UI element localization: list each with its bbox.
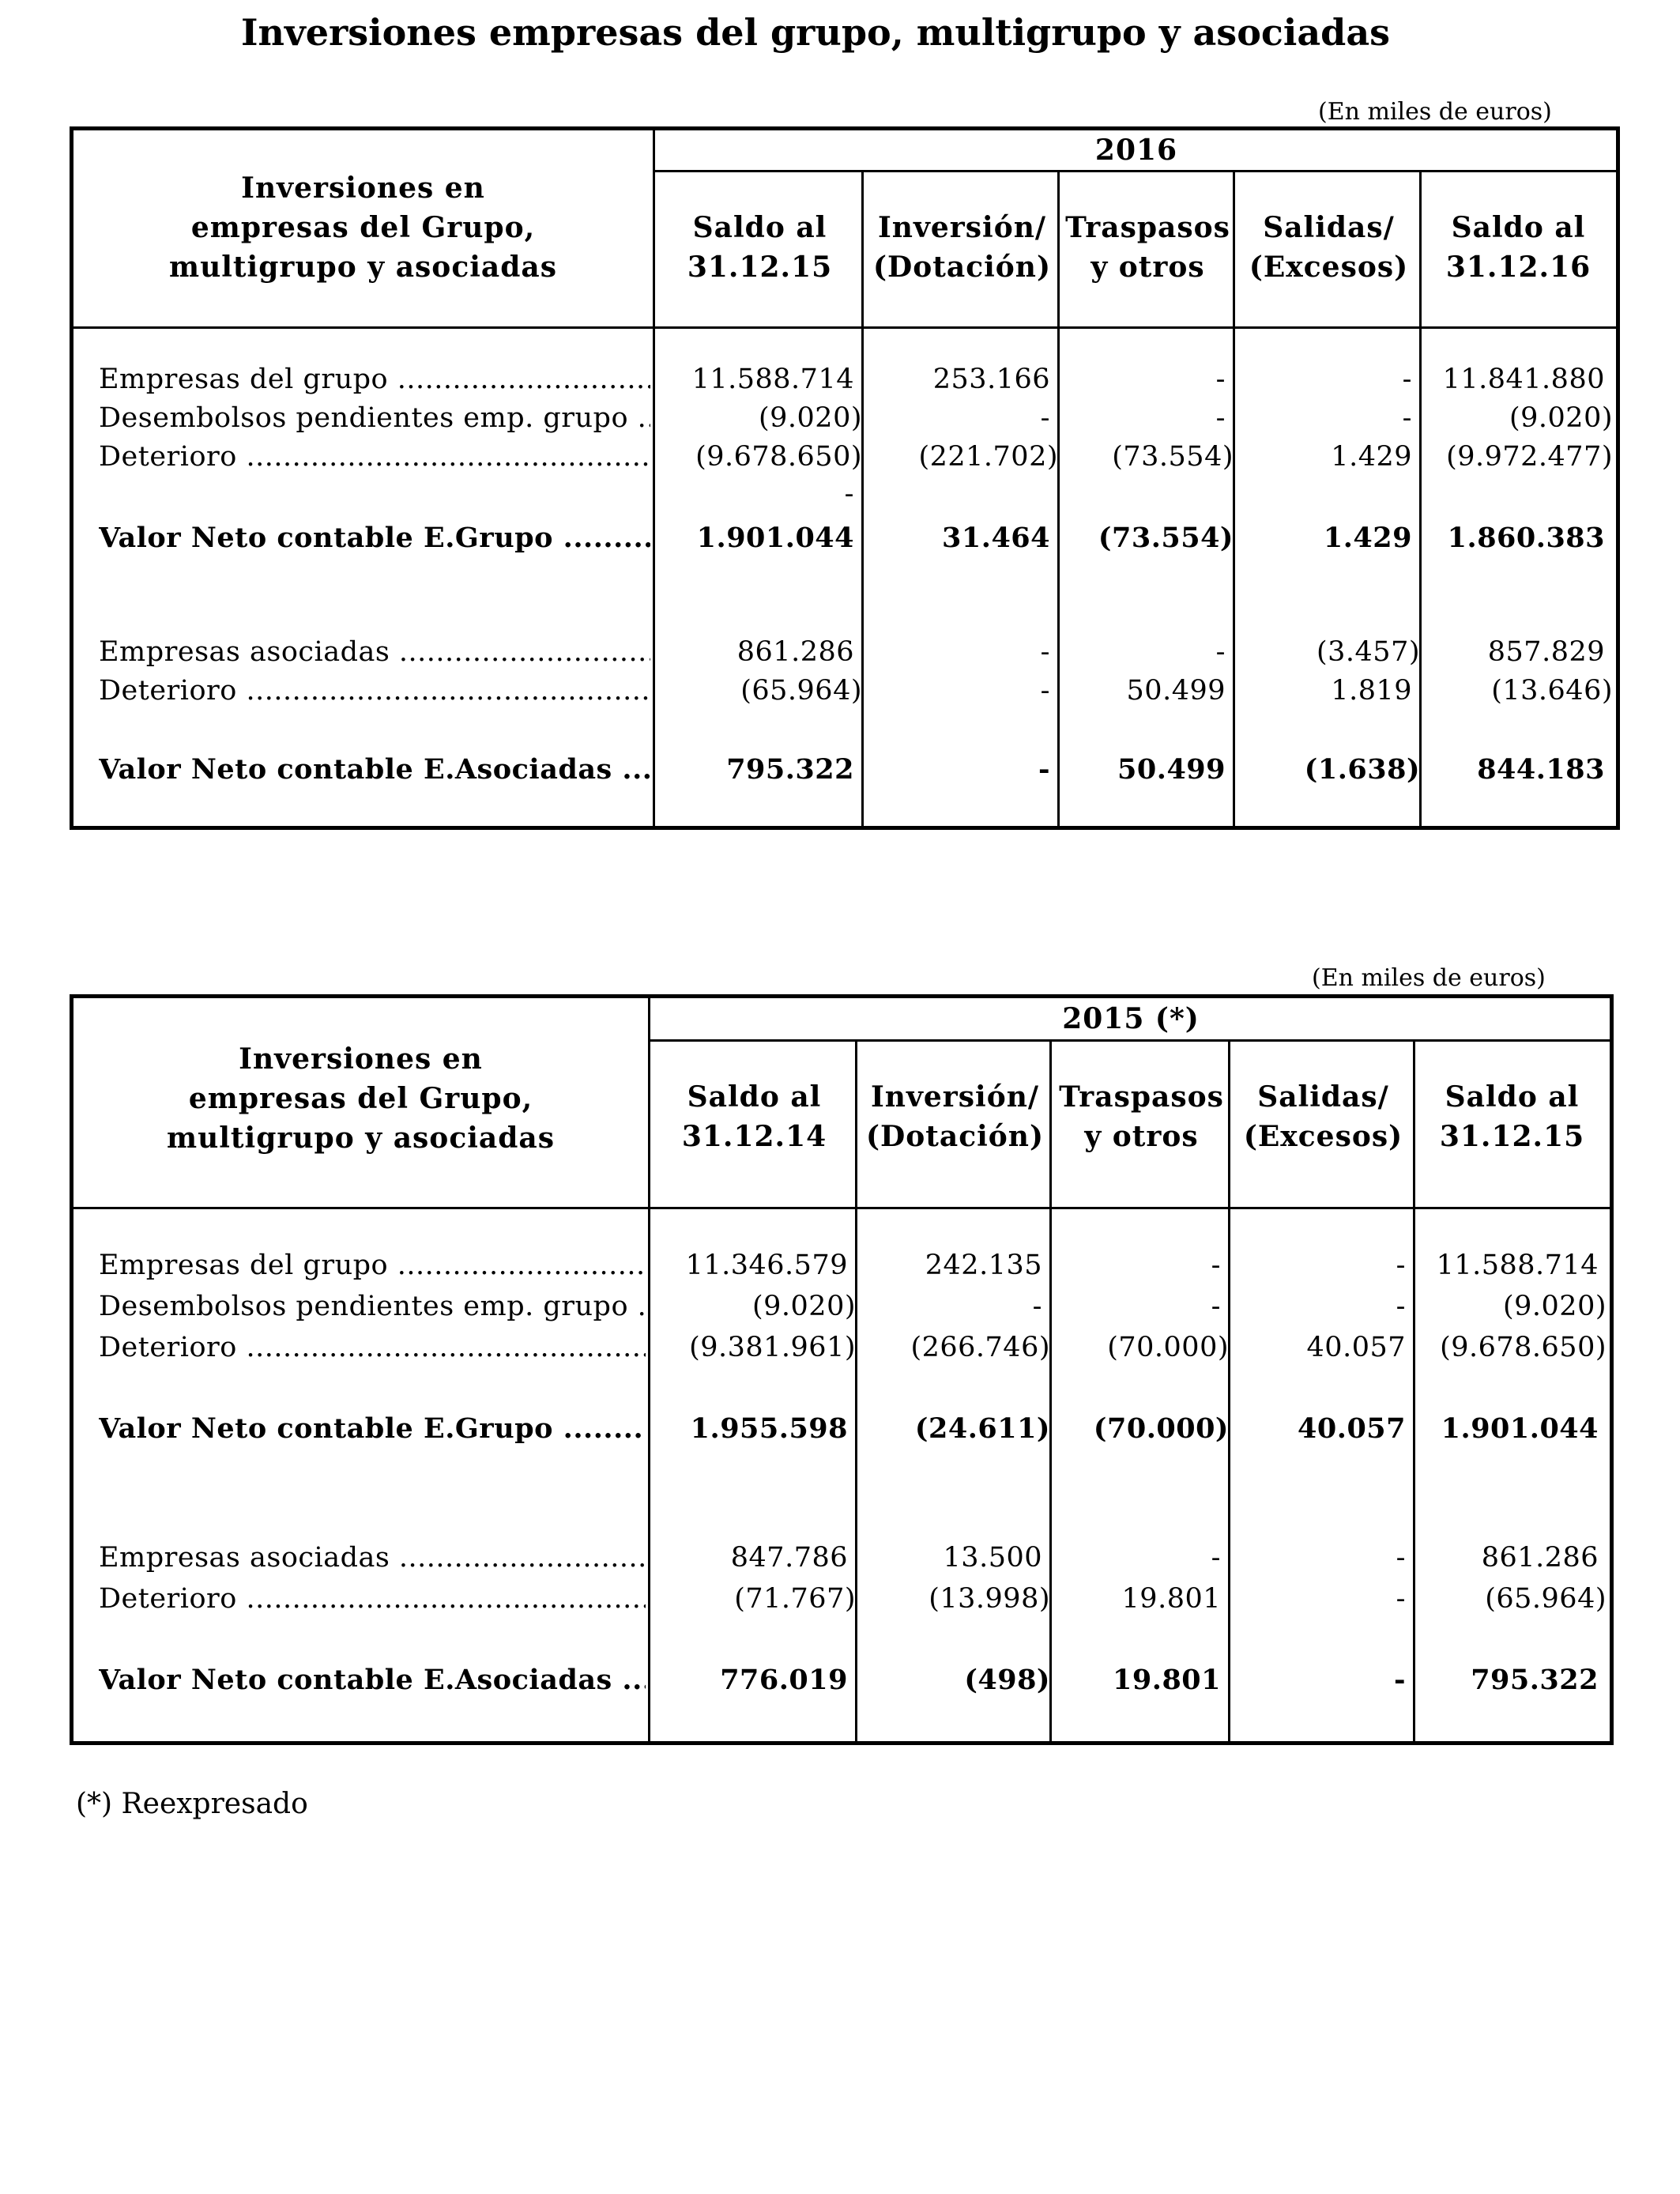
table-cell: 40.057 <box>1306 1332 1406 1363</box>
footnote: (*) Reexpresado <box>76 1788 308 1820</box>
column-divider <box>653 130 655 826</box>
row-header-line: empresas del Grupo, <box>190 211 536 244</box>
year-divider <box>648 1039 1610 1042</box>
total-cell: 1.901.044 <box>1441 1412 1599 1445</box>
total-cell: (70.000) <box>1093 1412 1229 1445</box>
column-header <box>1053 1077 1230 1156</box>
row-label: Deterioro ..... <box>99 1332 646 1363</box>
units-note: (En miles de euros) <box>1318 98 1552 126</box>
row-label: Desembolsos pendientes emp. grupo ..... <box>99 402 650 434</box>
column-header-line: Inversión/ <box>877 211 1047 244</box>
total-cell: 31.464 <box>942 522 1050 554</box>
row-label: Empresas asociadas ..... <box>99 636 650 668</box>
column-header-line: (Excesos) <box>1243 1120 1403 1153</box>
table-cell: - <box>1396 1542 1406 1574</box>
table-cell: - <box>1396 1291 1406 1322</box>
column-header <box>652 1077 857 1156</box>
total-cell: 1.429 <box>1323 522 1412 554</box>
column-header-line: (Excesos) <box>1249 251 1409 284</box>
table-cell: (65.964) <box>1485 1583 1607 1615</box>
column-header <box>1423 208 1614 287</box>
row-label: Empresas asociadas ..... <box>99 1542 646 1574</box>
column-header-line: Traspasos <box>1059 1080 1224 1114</box>
row-header-line: Inversiones en <box>241 172 485 205</box>
total-cell: 19.801 <box>1113 1664 1221 1696</box>
table-cell: (9.020) <box>751 1291 856 1322</box>
units-note: (En miles de euros) <box>1312 964 1546 992</box>
total-cell: (73.554) <box>1098 522 1234 554</box>
total-row-label: Valor Neto contable E.Grupo ..... <box>99 1412 646 1445</box>
table-cell: 11.841.880 <box>1442 364 1605 395</box>
total-cell: (24.611) <box>914 1412 1050 1445</box>
row-label: Deterioro ..... <box>99 675 650 707</box>
total-cell: (498) <box>964 1664 1050 1696</box>
investment-table-2015 <box>70 994 1614 1745</box>
total-row-label: Valor Neto contable E.Grupo ..... <box>99 522 650 554</box>
table-cell: 857.829 <box>1487 636 1605 668</box>
row-header-line: Inversiones en <box>239 1042 483 1076</box>
table-cell: (73.554) <box>1112 441 1234 473</box>
table-cell: (65.964) <box>740 675 862 707</box>
table-cell: (9.678.650) <box>695 441 862 473</box>
table-cell: (9.678.650) <box>1440 1332 1607 1363</box>
column-header <box>1061 208 1234 287</box>
column-header <box>865 208 1059 287</box>
table-cell: (266.746) <box>910 1332 1050 1363</box>
row-header-line: empresas del Grupo, <box>188 1082 533 1115</box>
row-label: Empresas del grupo ..... <box>99 1250 646 1281</box>
column-header <box>859 1077 1051 1156</box>
table-cell: - <box>1402 364 1412 395</box>
table-cell: 861.286 <box>1481 1542 1599 1574</box>
column-header-line: Saldo al <box>687 1080 822 1114</box>
column-header-line: Inversión/ <box>870 1080 1040 1114</box>
table-cell: (70.000) <box>1107 1332 1229 1363</box>
table-cell: - <box>1215 402 1226 434</box>
column-header-line: Saldo al <box>692 211 827 244</box>
table-cell: (9.381.961) <box>689 1332 856 1363</box>
total-cell: - <box>1038 753 1050 786</box>
table-cell: (13.646) <box>1491 675 1613 707</box>
column-divider <box>648 998 650 1741</box>
total-cell: 795.322 <box>726 753 854 786</box>
table-cell: - <box>1211 1542 1221 1574</box>
table-cell: (9.020) <box>1509 402 1613 434</box>
row-label: Deterioro ..... <box>99 441 650 473</box>
column-header-line: Traspasos <box>1065 211 1230 244</box>
table-cell: 11.346.579 <box>685 1250 848 1281</box>
total-cell: - <box>1393 1664 1406 1696</box>
table-cell: (221.702) <box>918 441 1058 473</box>
table-cell: - <box>844 478 854 510</box>
total-cell: 844.183 <box>1477 753 1605 786</box>
total-cell: 1.955.598 <box>690 1412 848 1445</box>
total-cell: (1.638) <box>1304 753 1420 786</box>
table-cell: (9.020) <box>758 402 862 434</box>
table-cell: 1.429 <box>1331 441 1412 473</box>
column-header-line: Saldo al <box>1445 1080 1580 1114</box>
table-cell: - <box>1396 1583 1406 1615</box>
table-cell: - <box>1402 402 1412 434</box>
investment-table-2016 <box>70 126 1620 830</box>
row-header-line: multigrupo y asociadas <box>168 251 558 284</box>
header-divider <box>73 1207 1610 1209</box>
table-cell: - <box>1396 1250 1406 1281</box>
column-header <box>1417 1077 1607 1156</box>
row-label: Deterioro ..... <box>99 1583 646 1615</box>
table-cell: 242.135 <box>925 1250 1042 1281</box>
header-divider <box>73 326 1616 329</box>
table-cell: (13.998) <box>929 1583 1050 1615</box>
table-cell: - <box>1215 364 1226 395</box>
table-cell: 11.588.714 <box>1436 1250 1599 1281</box>
total-cell: 40.057 <box>1298 1412 1406 1445</box>
table-cell: 50.499 <box>1126 675 1226 707</box>
year-header: 2016 <box>1094 134 1178 167</box>
table-cell: - <box>1211 1250 1221 1281</box>
table-cell: - <box>1032 1291 1042 1322</box>
total-cell: 776.019 <box>720 1664 848 1696</box>
table-cell: 13.500 <box>943 1542 1042 1574</box>
table-cell: - <box>1215 636 1226 668</box>
column-header <box>1232 1077 1414 1156</box>
row-label: Desembolsos pendientes emp. grupo ..... <box>99 1291 646 1322</box>
year-header: 2015 (*) <box>1062 1002 1200 1035</box>
column-header-line: y otros <box>1090 251 1205 284</box>
year-divider <box>653 170 1616 172</box>
table-cell: (9.972.477) <box>1446 441 1613 473</box>
table-cell: 19.801 <box>1121 1583 1221 1615</box>
column-header-line: Saldo al <box>1451 211 1586 244</box>
table-cell: 253.166 <box>932 364 1050 395</box>
column-header-line: 31.12.14 <box>681 1120 827 1153</box>
total-cell: 50.499 <box>1117 753 1226 786</box>
table-cell: (3.457) <box>1316 636 1420 668</box>
column-header-line: (Dotación) <box>865 1120 1045 1153</box>
table-cell: (71.767) <box>734 1583 856 1615</box>
column-header-line: Salidas/ <box>1263 211 1395 244</box>
table-cell: 11.588.714 <box>691 364 854 395</box>
row-label: Empresas del grupo ..... <box>99 364 650 395</box>
total-cell: 795.322 <box>1471 1664 1599 1696</box>
total-cell: 1.860.383 <box>1447 522 1605 554</box>
column-header-line: 31.12.15 <box>1439 1120 1585 1153</box>
table-cell: - <box>1040 636 1050 668</box>
column-header <box>1237 208 1421 287</box>
column-header-line: 31.12.16 <box>1445 251 1591 284</box>
column-header-line: 31.12.15 <box>687 251 833 284</box>
table-cell: 861.286 <box>736 636 854 668</box>
column-header <box>657 208 863 287</box>
table-cell: - <box>1211 1291 1221 1322</box>
total-row-label: Valor Neto contable E.Asociadas ..... <box>99 753 650 786</box>
row-header <box>73 1039 648 1158</box>
table-cell: - <box>1040 675 1050 707</box>
column-header-line: (Dotación) <box>872 251 1052 284</box>
table-cell: - <box>1040 402 1050 434</box>
row-header <box>73 168 653 287</box>
table-cell: 847.786 <box>730 1542 848 1574</box>
total-row-label: Valor Neto contable E.Asociadas ..... <box>99 1664 646 1696</box>
total-cell: 1.901.044 <box>696 522 854 554</box>
table-cell: 1.819 <box>1331 675 1412 707</box>
page-title: Inversiones empresas del grupo, multigrupo y asociadas <box>241 11 1391 54</box>
column-header-line: y otros <box>1084 1120 1199 1153</box>
column-header-line: Salidas/ <box>1257 1080 1389 1114</box>
table-cell: (9.020) <box>1502 1291 1607 1322</box>
row-header-line: multigrupo y asociadas <box>166 1122 556 1155</box>
